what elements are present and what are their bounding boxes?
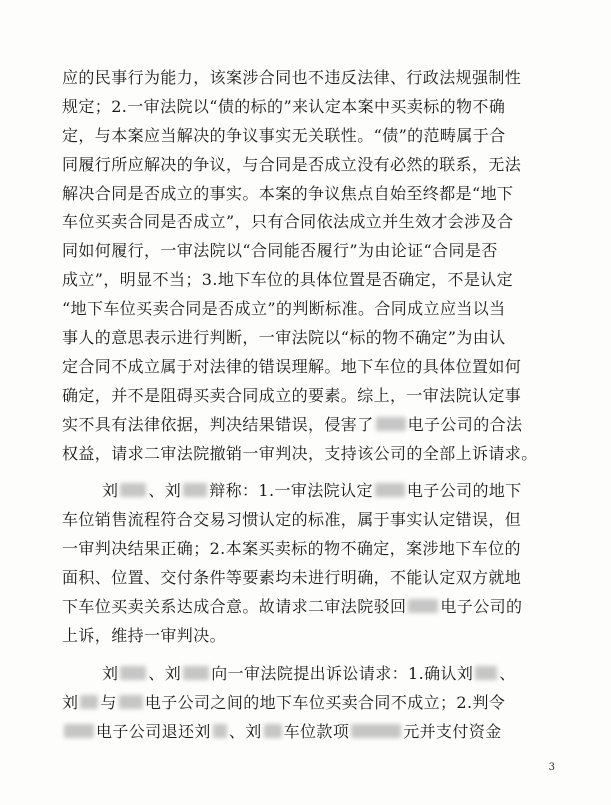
text-line (62, 660, 552, 689)
text-line (62, 411, 552, 440)
text-segment: 电子公司的地下 (406, 481, 522, 501)
redaction-mark (183, 666, 209, 680)
text-line: 车位买卖合同是否成立”，只有合同依法成立并生效才会涉及合 (62, 212, 514, 232)
text-line: 一审判决结果正确；2.本案买卖标的物不确定，案涉地下车位的 (62, 539, 521, 559)
text-line: 确定，并不是阻碍买卖合同成立的要素。综上，一审法院认定事 (62, 385, 522, 405)
text-line: “地下车位买卖合同是否成立”的判断标准。合同成立应当以当 (62, 299, 506, 319)
text-line: 成立”，明显不当；3.地下车位的具体位置是否确定，不是认定 (62, 270, 514, 290)
text-line (62, 593, 552, 622)
text-line: 权益，请求二审法院撤销一审判决，支持该公司的全部上诉请求。 (62, 443, 538, 463)
text-segment: 辩称：1.一审法院认定 (209, 481, 373, 501)
redaction-mark (80, 695, 98, 709)
document-body (62, 64, 552, 746)
text-segment: 下车位买卖关系达成合意。故请求二审法院驳回 (62, 597, 407, 617)
text-segment: 电子公司之间的地下车位买卖合同不成立；2.判令 (144, 692, 506, 712)
text-segment: 实不具有法律依据，判决结果错误，侵害了 (62, 414, 374, 434)
text-line (62, 477, 552, 506)
text-line: 事人的意思表示进行判断，一审法院以“标的物不确定”为由认 (62, 328, 506, 348)
text-segment: 、 (499, 663, 516, 683)
redaction-mark (375, 483, 405, 497)
redaction-mark (408, 599, 438, 613)
text-line: 车位销售流程符合交易习惯认定的标准，属于事实认定错误，但 (62, 510, 522, 530)
text-line: 面积、位置、交付条件等要素均未进行明确，不能认定双方就地 (62, 568, 522, 588)
text-segment: 与 (100, 692, 117, 712)
redaction-mark (120, 666, 146, 680)
text-segment: 刘 (62, 692, 79, 712)
redaction-mark (120, 483, 146, 497)
text-line: 解决合同是否成立的事实。本案的争议焦点自始至终都是“地下 (62, 183, 514, 203)
redaction-mark (264, 724, 282, 738)
text-segment: 向一审法院提出诉讼请求：1.确认刘 (211, 663, 474, 683)
text-segment: 电子公司退还刘 (96, 721, 211, 741)
text-segment: 、刘 (148, 481, 182, 501)
text-line: 定，与本案应当解决的争议事实无关联性。“债”的范畴属于合 (62, 125, 506, 145)
text-line: 上诉，维持一审判决。 (62, 625, 227, 645)
text-line: 定合同不成立属于对法律的错误理解。地下车位的具体位置如何 (62, 356, 522, 376)
redaction-mark (183, 483, 207, 497)
text-segment: 电子公司的 (440, 597, 523, 617)
text-line: 应的民事行为能力，该案涉合同也不违反法律、行政法规强制性 (62, 68, 522, 87)
text-line (62, 718, 552, 747)
text-segment: 刘 (102, 481, 119, 501)
redaction-mark (475, 666, 497, 680)
text-line: 同履行所应解决的争议，与合同是否成立没有必然的联系，无法 (62, 154, 522, 174)
redaction-mark (351, 724, 401, 738)
redaction-mark (119, 695, 143, 709)
text-line (62, 689, 552, 718)
text-segment: 、刘 (148, 663, 182, 683)
redaction-mark (64, 724, 94, 738)
text-segment: 车位款项 (283, 721, 350, 741)
text-line: 规定；2.一审法院以“债的标的”来认定本案中买卖标的物不确 (62, 96, 506, 116)
text-segment: 电子公司的合法 (407, 414, 523, 434)
page-number: 3 (548, 762, 555, 773)
text-segment: 刘 (102, 663, 119, 683)
text-segment: 、刘 (228, 721, 262, 741)
text-line: 同如何履行，一审法院以“合同能否履行”为由论证“合同是否 (62, 241, 498, 261)
redaction-mark (213, 724, 227, 738)
redaction-mark (376, 417, 406, 431)
text-segment: 元并支付资金 (403, 721, 502, 741)
